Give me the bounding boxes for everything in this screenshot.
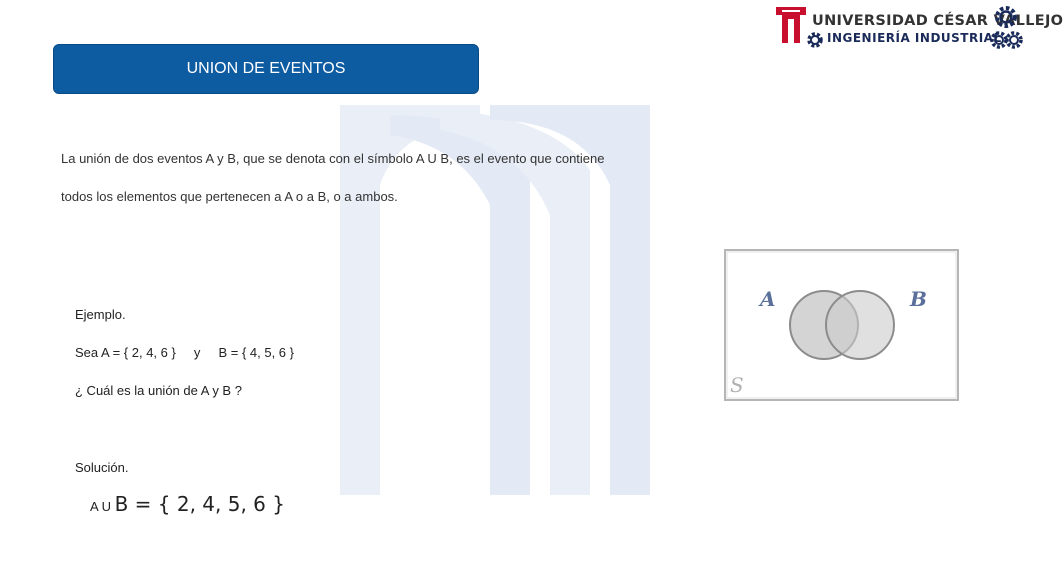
page-title: UNION DE EVENTOS bbox=[186, 60, 346, 77]
venn-diagram bbox=[724, 249, 959, 401]
set-a-label: A bbox=[760, 287, 776, 311]
solution-set: B = { 2, 4, 5, 6 } bbox=[114, 492, 285, 516]
university-logo bbox=[774, 5, 1063, 51]
solution-heading: Solución. bbox=[75, 460, 129, 475]
gears-icon bbox=[990, 5, 1022, 51]
gear-icon bbox=[805, 30, 825, 50]
solution-result bbox=[90, 492, 285, 516]
title-banner bbox=[53, 44, 479, 94]
example-question: ¿ Cuál es la unión de A y B ? bbox=[75, 383, 242, 398]
example-heading: Ejemplo. bbox=[75, 307, 126, 322]
logo-university-name: UNIVERSIDAD CÉSAR VALLEJO bbox=[812, 13, 1063, 29]
solution-prefix: A U bbox=[90, 499, 115, 514]
logo-faculty-name: INGENIERÍA INDUSTRIAL bbox=[827, 31, 1002, 45]
sample-space-label: S bbox=[730, 373, 744, 397]
set-b-label: B bbox=[910, 287, 927, 311]
definition-line-1: La unión de dos eventos A y B, que se denota con el símbolo A U B, es el evento que contiene bbox=[61, 151, 605, 166]
definition-line-2: todos los elementos que pertenecen a A o a B, o a ambos. bbox=[61, 189, 398, 204]
set-b-circle bbox=[826, 291, 894, 359]
ucv-shield-icon bbox=[774, 5, 808, 45]
example-sets: Sea A = { 2, 4, 6 } y B = { 4, 5, 6 } bbox=[75, 345, 294, 360]
